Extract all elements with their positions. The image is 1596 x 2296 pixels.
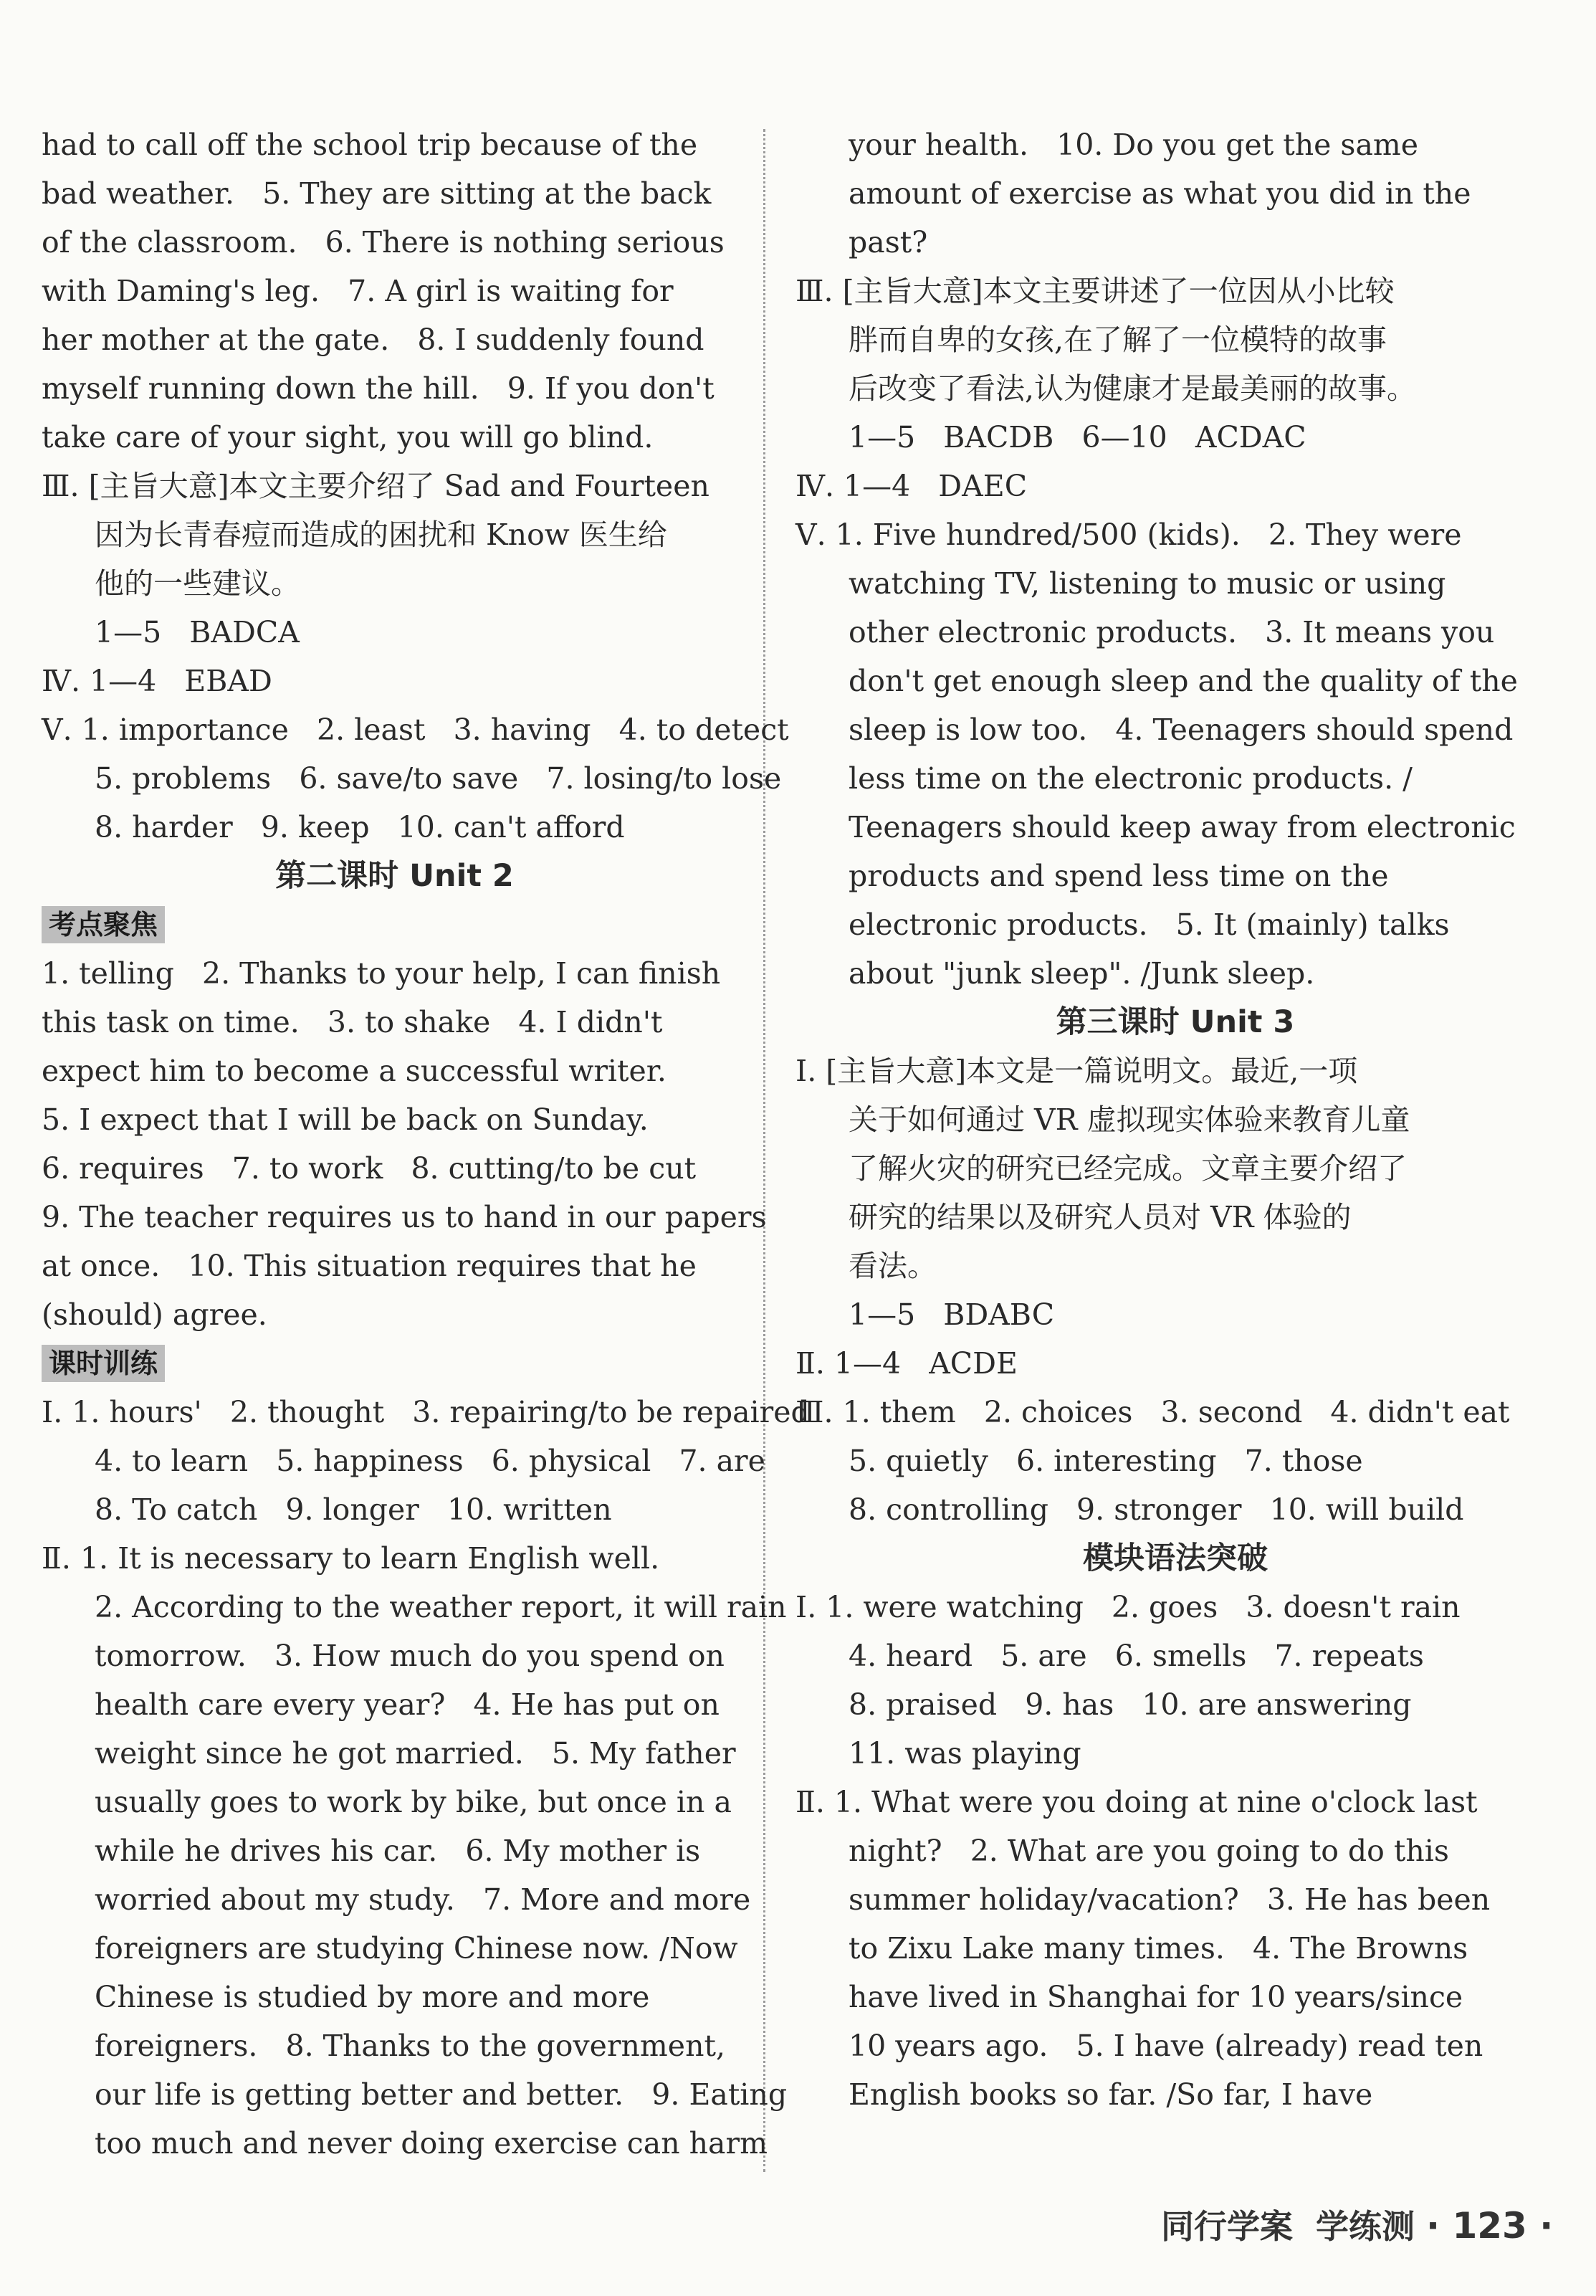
right-column [795, 120, 1555, 2119]
text-line: 1. telling 2. Thanks to your help, I can finish [42, 956, 721, 991]
text-line: 研究的结果以及研究人员对 VR 体验的 [849, 1200, 1352, 1234]
unit3-section-2: Ⅱ. 1—4 ACDE [795, 1346, 1018, 1381]
brand-name: 同行学案 [1161, 2207, 1293, 2246]
text-line: 8. controlling 9. stronger 10. will build [849, 1492, 1464, 1527]
text-line: 因为长青春痘而造成的困扰和 Know 医生给 [95, 518, 667, 552]
unit3-section-3: Ⅲ. 1. them 2. choices 3. second 4. didn't eat [795, 1395, 1510, 1429]
lesson-3-heading: 第三课时 Unit 3 [1056, 1004, 1295, 1040]
text-line: English books so far. /So far, I have [849, 2077, 1373, 2112]
text-line: 关于如何通过 VR 虚拟现实体验来教育儿童 [849, 1102, 1410, 1137]
text-line: 看法。 [849, 1249, 937, 1283]
text-line: 4. heard 5. are 6. smells 7. repeats [849, 1639, 1424, 1673]
text-line: expect him to become a successful writer. [42, 1054, 666, 1088]
left-column [42, 120, 810, 2168]
text-line: myself running down the hill. 9. If you don't [42, 371, 715, 406]
text-line: night? 2. What are you going to do this [849, 1834, 1449, 1868]
text-line: of the classroom. 6. There is nothing serious [42, 225, 725, 259]
text-line: 5. problems 6. save/to save 7. losing/to lose [95, 761, 782, 796]
text-line: our life is getting better and better. 9. Eating [95, 2077, 788, 2112]
text-line: foreigners are studying Chinese now. /Now [95, 1931, 738, 1966]
series-name: 学练测 [1316, 2207, 1415, 2246]
section-3-summary: Ⅲ. [主旨大意]本文主要介绍了 Sad and Fourteen [42, 469, 709, 503]
text-line: watching TV, listening to music or using [849, 566, 1446, 601]
grammar-section-1: Ⅰ. 1. were watching 2. goes 3. doesn't rain [795, 1590, 1461, 1624]
text-line: 8. praised 9. has 10. are answering [849, 1687, 1412, 1722]
text-line: had to call off the school trip because of the [42, 128, 698, 162]
column-divider [763, 129, 765, 2172]
text-line: 4. to learn 5. happiness 6. physical 7. are [95, 1444, 765, 1478]
text-line: have lived in Shanghai for 10 years/since [849, 1980, 1463, 2014]
text-line: weight since he got married. 5. My father [95, 1736, 736, 1771]
text-line: while he drives his car. 6. My mother is [95, 1834, 701, 1868]
text-line: 10 years ago. 5. I have (already) read ten [849, 2029, 1483, 2063]
text-line: usually goes to work by bike, but once in a [95, 1785, 732, 1819]
text-line: tomorrow. 3. How much do you spend on [95, 1639, 725, 1673]
grammar-heading: 模块语法突破 [1083, 1540, 1268, 1576]
page-footer [1161, 2201, 1553, 2248]
text-line: take care of your sight, you will go blind. [42, 420, 654, 454]
text-line: worried about my study. 7. More and more [95, 1882, 751, 1917]
text-line: to Zixu Lake many times. 4. The Browns [849, 1931, 1468, 1966]
text-line: don't get enough sleep and the quality of the [849, 664, 1518, 698]
text-line: Chinese is studied by more and more [95, 1980, 650, 2014]
text-line: too much and never doing exercise can harm [95, 2126, 768, 2161]
answer-line: 1—5 BDABC [849, 1297, 1055, 1332]
text-line: sleep is low too. 4. Teenagers should spend [849, 713, 1514, 747]
text-line: with Daming's leg. 7. A girl is waiting for [42, 274, 674, 308]
text-line: health care every year? 4. He has put on [95, 1687, 720, 1722]
text-line: 8. harder 9. keep 10. can't afford [95, 810, 625, 844]
page-number: · 123 · [1426, 2205, 1554, 2247]
text-line: at once. 10. This situation requires that he [42, 1249, 697, 1283]
text-line: 11. was playing [849, 1736, 1081, 1771]
text-line: amount of exercise as what you did in the [849, 176, 1471, 211]
practice-2-answers: Ⅱ. 1. It is necessary to learn English well. [42, 1541, 660, 1576]
text-line: less time on the electronic products. / [849, 761, 1413, 796]
section-3-summary: Ⅲ. [主旨大意]本文主要讲述了一位因从小比较 [795, 274, 1395, 308]
text-line: 2. According to the weather report, it will rain [95, 1590, 787, 1624]
text-line: 5. quietly 6. interesting 7. those [849, 1444, 1363, 1478]
text-line: other electronic products. 3. It means you [849, 615, 1495, 649]
text-line: 后改变了看法,认为健康才是最美丽的故事。 [849, 371, 1417, 406]
text-line: summer holiday/vacation? 3. He has been [849, 1882, 1491, 1917]
text-line: products and spend less time on the [849, 859, 1389, 893]
grammar-section-2: Ⅱ. 1. What were you doing at nine o'clock last [795, 1785, 1478, 1819]
text-line: Teenagers should keep away from electronic [849, 810, 1516, 844]
text-line: 8. To catch 9. longer 10. written [95, 1492, 612, 1527]
text-line: this task on time. 3. to shake 4. I didn't [42, 1005, 663, 1039]
text-line: 6. requires 7. to work 8. cutting/to be cut [42, 1151, 697, 1186]
text-line: your health. 10. Do you get the same [849, 128, 1419, 162]
practice-tag: 课时训练 [42, 1345, 165, 1382]
text-line: 了解火灾的研究已经完成。文章主要介绍了 [849, 1151, 1407, 1186]
text-line: foreigners. 8. Thanks to the government, [95, 2029, 725, 2063]
text-line: 胖而自卑的女孩,在了解了一位模特的故事 [849, 323, 1387, 357]
section-5-answers: Ⅴ. 1. importance 2. least 3. having 4. to detect [42, 713, 789, 747]
answer-line: 1—5 BADCA [95, 615, 300, 649]
section-5-answers: Ⅴ. 1. Five hundred/500 (kids). 2. They were [795, 518, 1462, 552]
lesson-2-heading: 第二课时 Unit 2 [275, 858, 514, 894]
text-line: 9. The teacher requires us to hand in our papers [42, 1200, 767, 1234]
text-line: 他的一些建议。 [95, 566, 300, 601]
text-line: her mother at the gate. 8. I suddenly found [42, 323, 704, 357]
focus-tag: 考点聚焦 [42, 906, 165, 943]
text-line: past? [849, 225, 928, 259]
text-line: about "junk sleep". /Junk sleep. [849, 956, 1315, 991]
unit3-section-1: Ⅰ. [主旨大意]本文是一篇说明文。最近,一项 [795, 1054, 1358, 1088]
text-line: electronic products. 5. It (mainly) talks [849, 908, 1450, 942]
text-line: bad weather. 5. They are sitting at the back [42, 176, 712, 211]
text-line: 5. I expect that I will be back on Sunday. [42, 1102, 649, 1137]
text-line: (should) agree. [42, 1297, 267, 1332]
practice-1-answers: Ⅰ. 1. hours' 2. thought 3. repairing/to be repaired [42, 1395, 810, 1429]
answer-line: 1—5 BACDB 6—10 ACDAC [849, 420, 1306, 454]
section-4-answers: Ⅳ. 1—4 EBAD [42, 664, 272, 698]
section-4-answers: Ⅳ. 1—4 DAEC [795, 469, 1028, 503]
